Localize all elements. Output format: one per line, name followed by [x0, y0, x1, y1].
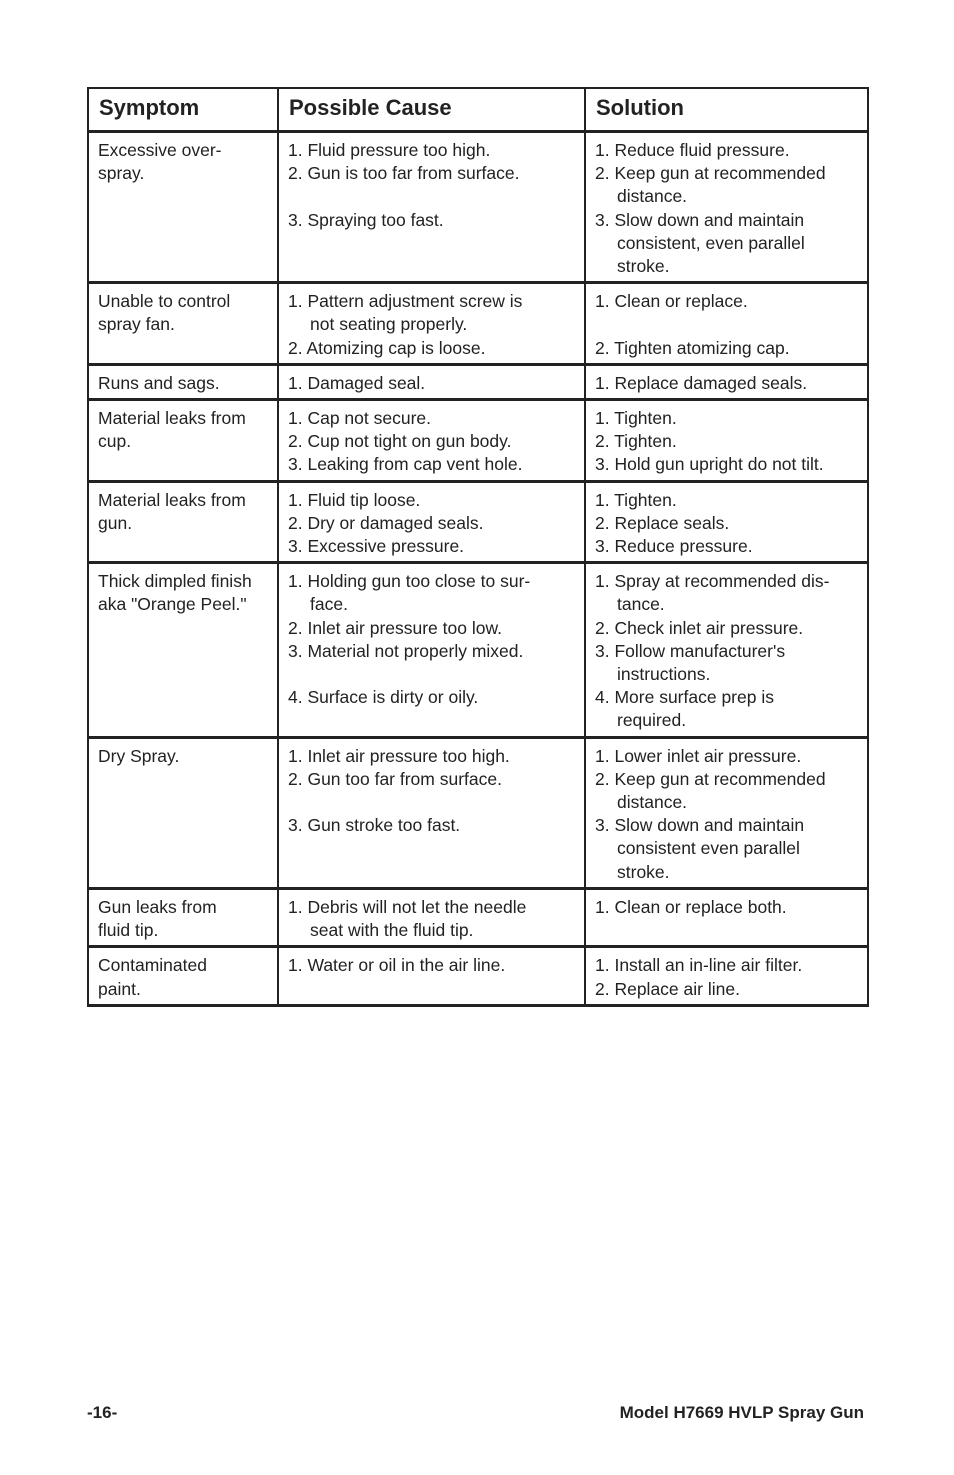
cause-cell — [278, 737, 585, 888]
solution-line: 2. Replace seals. — [595, 512, 730, 533]
cause-line: 2. Cup not tight on gun body. — [288, 431, 512, 452]
solution-line: 1. Tighten. — [595, 408, 677, 429]
cause-line: 3. Leaking from cap vent hole. — [288, 454, 523, 475]
cause-line: 2. Dry or damaged seals. — [288, 512, 484, 533]
cause-line: 1. Damaged seal. — [288, 372, 426, 393]
symptom-line: Unable to control — [98, 291, 231, 312]
symptom-cell — [88, 132, 278, 283]
cause-cell — [278, 563, 585, 737]
cause-line — [288, 791, 575, 814]
symptom-line: Dry Spray. — [98, 745, 180, 766]
symptom-line: cup. — [98, 431, 132, 452]
symptom-line: gun. — [98, 512, 133, 533]
table-row — [88, 481, 868, 563]
solution-cell — [585, 737, 868, 888]
header-possible-cause: Possible Cause — [278, 88, 585, 132]
symptom-cell — [88, 400, 278, 482]
cause-line: 1. Fluid tip loose. — [288, 489, 421, 510]
symptom-cell — [88, 481, 278, 563]
cause-line: 3. Material not properly mixed. — [288, 640, 524, 661]
symptom-line: Material leaks from — [98, 489, 246, 510]
solution-line: stroke. — [617, 256, 670, 277]
cause-cell — [278, 283, 585, 365]
table-row — [88, 283, 868, 365]
table-row — [88, 364, 868, 399]
solution-line — [595, 313, 858, 336]
cause-line: 2. Inlet air pressure too low. — [288, 617, 502, 638]
cause-line: 1. Debris will not let the needle — [288, 896, 527, 917]
cause-line — [288, 663, 575, 686]
cause-line: face. — [310, 594, 348, 615]
cause-line: 2. Gun is too far from surface. — [288, 163, 520, 184]
table-header-row — [88, 88, 868, 132]
solution-cell — [585, 888, 868, 946]
solution-line: 1. Reduce fluid pressure. — [595, 140, 790, 160]
cause-line: 3. Spraying too fast. — [288, 209, 444, 230]
solution-line: 3. Reduce pressure. — [595, 536, 753, 557]
model-name: Model H7669 HVLP Spray Gun — [619, 1403, 864, 1422]
cause-line: 1. Holding gun too close to sur- — [288, 571, 531, 592]
cause-line: 4. Surface is dirty or oily. — [288, 687, 479, 708]
symptom-line: Excessive over- — [98, 140, 222, 160]
cause-line: 1. Cap not secure. — [288, 408, 431, 429]
symptom-line: Runs and sags. — [98, 372, 220, 393]
solution-line: 1. Install an in-line air filter. — [595, 955, 803, 976]
symptom-line: spray fan. — [98, 314, 175, 335]
symptom-line: Gun leaks from — [98, 896, 217, 917]
symptom-cell — [88, 947, 278, 1005]
symptom-cell — [88, 737, 278, 888]
solution-line: distance. — [617, 186, 688, 207]
solution-line: 3. Slow down and maintain — [595, 815, 805, 836]
header-symptom: Symptom — [88, 88, 278, 132]
symptom-cell — [88, 563, 278, 737]
symptom-line: Material leaks from — [98, 408, 246, 429]
solution-cell — [585, 132, 868, 283]
symptom-line: spray. — [98, 163, 145, 184]
table-body — [88, 132, 868, 1006]
solution-line: distance. — [617, 792, 688, 813]
header-solution: Solution — [585, 88, 868, 132]
cause-line — [288, 185, 575, 208]
table-row — [88, 737, 868, 888]
solution-line: 1. Clean or replace. — [595, 291, 748, 312]
symptom-line: paint. — [98, 978, 141, 999]
cause-cell — [278, 132, 585, 283]
table-row — [88, 400, 868, 482]
solution-line: tance. — [617, 594, 665, 615]
symptom-line: fluid tip. — [98, 920, 159, 941]
solution-cell — [585, 481, 868, 563]
solution-line: 1. Tighten. — [595, 489, 677, 510]
cause-line: seat with the fluid tip. — [310, 920, 474, 941]
solution-line: 3. Hold gun upright do not tilt. — [595, 454, 824, 475]
solution-line: 2. Keep gun at recommended — [595, 768, 826, 789]
solution-cell — [585, 364, 868, 399]
solution-line: instructions. — [617, 664, 711, 685]
cause-cell — [278, 481, 585, 563]
table-row — [88, 132, 868, 283]
solution-line: 2. Tighten atomizing cap. — [595, 337, 790, 358]
table-row — [88, 888, 868, 946]
solution-line: required. — [617, 710, 687, 731]
solution-line: 1. Spray at recommended dis- — [595, 571, 830, 592]
symptom-line: aka "Orange Peel." — [98, 594, 247, 615]
cause-cell — [278, 947, 585, 1005]
table-row — [88, 947, 868, 1005]
troubleshooting-table — [87, 87, 869, 1007]
cause-line: 1. Inlet air pressure too high. — [288, 745, 510, 766]
solution-cell — [585, 947, 868, 1005]
symptom-line: Thick dimpled finish — [98, 571, 252, 592]
solution-line: 1. Clean or replace both. — [595, 896, 787, 917]
solution-line: stroke. — [617, 861, 670, 882]
cause-line: 2. Atomizing cap is loose. — [288, 337, 486, 358]
solution-line: 2. Replace air line. — [595, 978, 740, 999]
cause-cell — [278, 400, 585, 482]
symptom-cell — [88, 364, 278, 399]
solution-line: 4. More surface prep is — [595, 687, 774, 708]
cause-cell — [278, 888, 585, 946]
cause-line: 1. Water or oil in the air line. — [288, 955, 506, 976]
solution-line: 2. Keep gun at recommended — [595, 163, 826, 184]
solution-cell — [585, 563, 868, 737]
solution-cell — [585, 283, 868, 365]
cause-line: 2. Gun too far from surface. — [288, 768, 502, 789]
cause-line: 3. Excessive pressure. — [288, 536, 465, 557]
symptom-cell — [88, 283, 278, 365]
solution-cell — [585, 400, 868, 482]
solution-line: consistent, even parallel — [617, 232, 805, 253]
page-number: -16- — [87, 1403, 118, 1422]
cause-line: 1. Fluid pressure too high. — [288, 140, 491, 160]
solution-line: 1. Replace damaged seals. — [595, 372, 808, 393]
solution-line: 3. Follow manufacturer's — [595, 640, 786, 661]
cause-cell — [278, 364, 585, 399]
solution-line: 3. Slow down and maintain — [595, 209, 805, 230]
cause-line: not seating properly. — [310, 314, 468, 335]
cause-line: 3. Gun stroke too fast. — [288, 815, 461, 836]
solution-line: 2. Tighten. — [595, 431, 677, 452]
solution-line: consistent even parallel — [617, 838, 800, 859]
solution-line: 1. Lower inlet air pressure. — [595, 745, 802, 766]
symptom-cell — [88, 888, 278, 946]
cause-line: 1. Pattern adjustment screw is — [288, 291, 523, 312]
solution-line: 2. Check inlet air pressure. — [595, 617, 804, 638]
symptom-line: Contaminated — [98, 955, 207, 976]
table-row — [88, 563, 868, 737]
